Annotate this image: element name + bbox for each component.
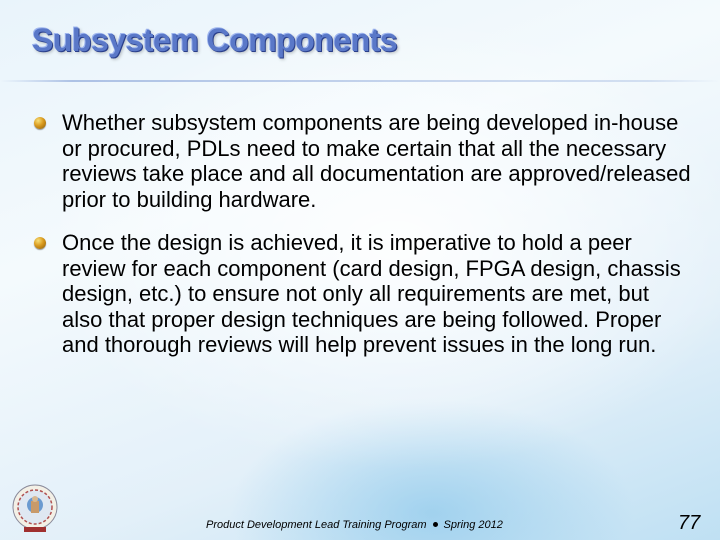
bullet-list [32,110,692,376]
bullet-item [32,110,692,212]
bullet-text: Once the design is achieved, it is imperative to hold a peer review for each component (card design, FPGA design, chassis design, etc.) to ensure not only all requirements are met, but also that proper design techniques are being followed. Proper and thorough reviews will help prevent issues in the long run. [62,230,681,357]
slide-title: Subsystem Components [32,22,398,58]
gold-sphere-bullet-icon [34,237,46,249]
page-number: 77 [678,512,701,534]
bullet-text: Whether subsystem components are being developed in-house or procured, PDLs need to make certain that all the necessary reviews take place and all documentation are approved/released prior to building hardware. [62,110,691,212]
gold-sphere-bullet-icon [34,117,46,129]
bullet-item [32,230,692,358]
title-divider [0,80,720,82]
footer-separator-dot-icon [433,522,438,527]
program-seal-logo-icon [10,483,60,533]
footer [206,519,503,531]
footer-date: Spring 2012 [443,519,503,531]
footer-program: Product Development Lead Training Program [206,519,427,531]
